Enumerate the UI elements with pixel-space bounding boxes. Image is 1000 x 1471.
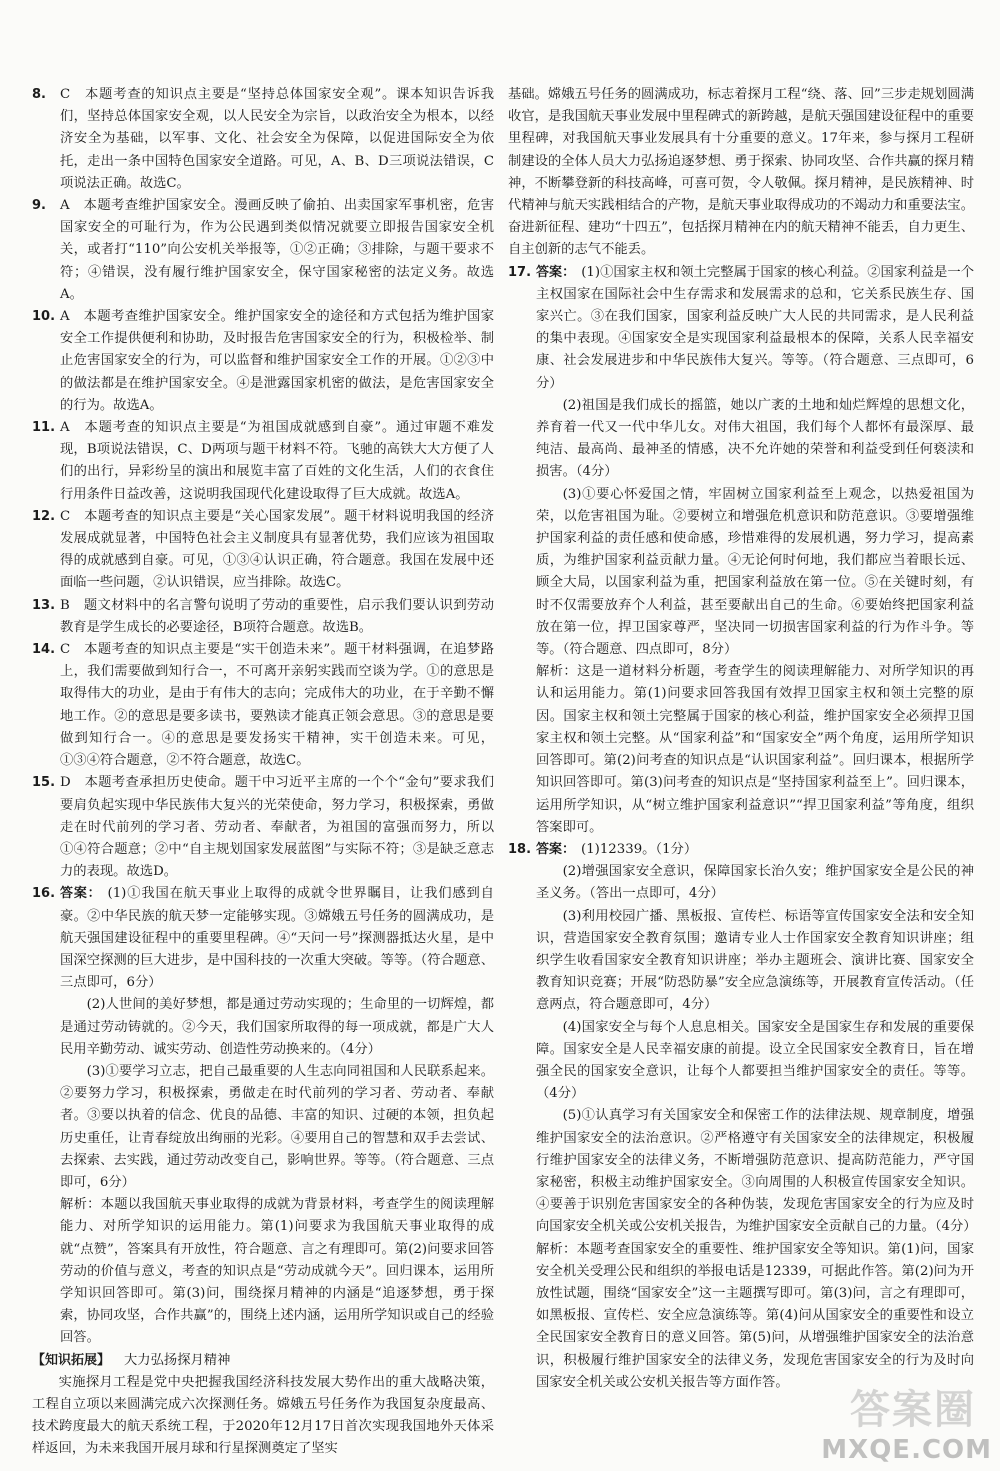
watermark-logo: 答案圈 <box>850 1387 976 1433</box>
analysis-text: 解析：本题考查国家安全的重要性、维护国家安全等知识。第(1)问，国家安全机关受理公民和组织的举报电话是12339，可据此作答。第(2)问为开放性试题，围绕“国家安全”这一主题撰写即可。第(3)问，言之有理即可，如黑板报、宣传栏、安全应急演练等。第(4)问从国家安全的重要性和设立全民国家安全教育日的意义回答。第(5)问，从增强维护国家安全的法治意识，积极履行维护国家安全的法律义务，发现危害国家安全的行为及时向国家安全机关或公安机关报告等方面作答。 <box>536 1241 974 1390</box>
answer-label: 答案： <box>60 886 102 902</box>
item-number: 9. <box>32 198 46 214</box>
answer-label: 答案： <box>536 264 576 280</box>
answer-part-3: (3)利用校园广播、黑板报、宣传栏、标语等宣传国家安全法和安全知识，营造国家安全教育氛围；邀请专业人士作国家安全教育知识讲座；组织学生收看国家安全教育知识讲座；举办主题班会、演讲比赛、国家安全教育知识竞赛；开展“防恐防暴”安全应急演练等，开展教育宣传活动。（任意两点，符合题意即可，4分） <box>536 908 974 1013</box>
watermark-url: MXQE.COM <box>821 1435 992 1465</box>
item-text: C 本题考查的知识点主要是“坚持总体国家安全观”。课本知识告诉我们，坚持总体国家安全观，以人民安全为宗旨，以政治安全为根本，以经济安全为基础，以军事、文化、社会安全为保障，以促进国际安全为依托，走出一条中国特色国家安全道路。可见，A、B、D三项说法错误，C项说法正确。故选C。 <box>60 87 494 191</box>
answer-part-2: (2)人世间的美好梦想，都是通过劳动实现的；生命里的一切辉煌，都是通过劳动铸就的。②今天，我们国家所取得的每一项成就，都是广大人民用辛勤劳动、诚实劳动、创造性劳动换来的。（4分） <box>60 997 494 1057</box>
item-text: C 本题考查的知识点主要是“实干创造未来”。题干材料强调，在追梦路上，我们需要做到知行合一，不可离开亲躬实践而空谈为学。①的意思是取得伟大的功业，是由于有伟大的志向；完成伟大的功业，在于辛勤不懈地工作。②的意思是要多读书，要熟读才能真正领会意思。③的意思是要做到知行合一。④的意思是要发扬实干精神，实干创造未来。可见，①③④符合题意，②不符合题意，故选C。 <box>60 642 494 769</box>
extension-continued: 基础。嫦娥五号任务的圆满成功，标志着探月工程“绕、落、回”三步走规划圆满收官，是我国航天事业发展中里程碑式的新跨越，是航天强国建设征程中的重要里程碑，对我国航天事业发展具有十分重要的意义。17年来，参与探月工程研制建设的全体人员大力弘扬追逐梦想、勇于探索、协同攻坚、合作共赢的探月精神，不断攀登新的科技高峰，可喜可贺，令人敬佩。探月精神，是民族精神、时代精神与航天实践相结合的产物，是航天事业取得成功的不竭动力和重要法宝。奋进新征程、建功“十四五”，包括探月精神在内的航天精神不能丢，自力更生、自主创新的志气不能丢。 <box>508 87 974 258</box>
left-column <box>32 84 494 1461</box>
answer-label: 答案： <box>536 841 576 857</box>
analysis-text: 解析：本题以我国航天事业取得的成就为背景材料，考查学生的阅读理解能力、对所学知识的运用能力。第(1)问要求为我国航天事业取得的成就“点赞”，答案具有开放性，符合题意、言之有理即可。第(2)问要求回答劳动的价值与意义，考查的知识点是“劳动成就今天”。回归课本，运用所学知识回答即可。第(3)问，围绕探月精神的内涵是“追逐梦想，勇于探索，协同攻坚，合作共赢”的，围绕上述内涵，运用所学知识或自己的经验回答。 <box>60 1197 494 1346</box>
item-text: D 本题考查承担历史使命。题干中习近平主席的一个个“金句”要求我们要肩负起实现中华民族伟大复兴的光荣使命，努力学习，积极探索，勇做走在时代前列的学习者、劳动者、奉献者，为祖国的富强而努力，所以①④符合题意；②中“自主规划国家发展蓝图”与实际不符；③是缺乏意志力的表现。故选D。 <box>60 775 494 880</box>
item-text: A 本题考查的知识点主要是“为祖国成就感到自豪”。通过审题不难发现，B项说法错误，C、D两项与题干材料不符。飞驰的高铁大大方便了人们的出行，异彩纷呈的演出和展览丰富了百姓的文化生活，人们的衣食住行用条件日益改善，这说明我国现代化建设取得了巨大成就。故选A。 <box>60 420 494 502</box>
item-text: A 本题考查维护国家安全。漫画反映了偷拍、出卖国家军事机密，危害国家安全的可耻行为，作为公民遇到类似情况就要立即报告国家安全机关，或者打“110”向公安机关举报等，①②正确；③排除，与题干要求不符；④错误，没有履行维护国家安全，保守国家秘密的法定义务。故选A。 <box>60 198 494 302</box>
answer-item-12 <box>32 506 494 595</box>
item-number: 16. <box>32 886 56 902</box>
extension-tag: 【知识拓展】 <box>32 1352 111 1368</box>
answer-part-1: 答案： (1)①国家主权和领土完整属于国家的核心利益。②国家利益是一个主权国家在国际社会中生存需求和发展需求的总和，它关系民族生存、国家兴亡。③在我们国家，国家利益反映广大人民的共同需求，是人民利益的集中表现。④国家安全是实现国家利益最根本的保障，关系人民幸福安康、社会发展进步和中华民族伟大复兴。等等。（符合题意、三点即可，6分） <box>536 264 974 391</box>
answer-part-2: (2)祖国是我们成长的摇篮，她以广袤的土地和灿烂辉煌的思想文化，养育着一代又一代中华儿女。对伟大祖国，我们每个人都怀有最深厚、最纯洁、最高尚、最神圣的情感，决不允许她的荣誉和利益受到任何亵渎和损害。（4分） <box>536 397 974 480</box>
item-number: 14. <box>32 642 56 658</box>
item-number: 8. <box>32 87 46 102</box>
item-text: B 题文材料中的名言警句说明了劳动的重要性，启示我们要认识到劳动教育是学生成长的必要途径，B项符合题意。故选B。 <box>60 597 494 635</box>
extension-text: 实施探月工程是党中央把握我国经济科技发展大势作出的重大战略决策，工程自立项以来圆满完成六次探测任务。嫦娥五号任务作为我国复杂度最高、技术跨度最大的航天系统工程，于2020年12月17日首次实现我国地外天体采样返回，为未来我国开展月球和行星探测奠定了坚实 <box>32 1374 494 1457</box>
answer-item-10 <box>32 306 494 417</box>
item-number: 11. <box>32 420 56 436</box>
answer-part-5: (5)①认真学习有关国家安全和保密工作的法律法规、规章制度，增强维护国家安全的法治意识。②严格遵守有关国家安全的法律规定，积极履行维护国家安全的法律义务，不断增强防范意识、提高防范能力，严守国家秘密，积极主动维护国家安全。③向周围的人积极宣传国家安全知识。④要善于识别危害国家安全的各种伪装，发现危害国家安全的行为应及时向国家安全机关或公安机关报告，为维护国家安全贡献自己的力量。（4分） <box>536 1108 977 1235</box>
answer-part-2: (2)增强国家安全意识，保障国家长治久安；维护国家安全是公民的神圣义务。（答出一点即可，4分） <box>536 864 974 902</box>
answer-part-3: (3)①要心怀爱国之情，牢固树立国家利益至上观念，以热爱祖国为荣，以危害祖国为耻。②要树立和增强危机意识和防范意识。③要增强维护国家利益的责任感和使命感，珍惜难得的发展机遇，努力学习，提高素质，为维护国家利益贡献力量。④无论何时何地，我们都应当着眼长远、顾全大局，以国家利益为重，把国家利益放在第一位。⑤在关键时刻，有时不仅需要放弃个人利益，甚至要献出自己的生命。⑥要始终把国家利益放在第一位，捍卫国家尊严，坚决同一切损害国家利益的行为作斗争。等等。（符合题意、四点即可，8分） <box>536 486 974 658</box>
item-number: 18. <box>508 841 532 857</box>
item-text: C 本题考查的知识点主要是“关心国家发展”。题干材料说明我国的经济发展成就显著，中国特色社会主义制度具有显著优势，我们应该为祖国取得的成就感到自豪。可见，①③④认识正确，符合题意。我国在发展中还面临一些问题，②认识错误，应当排除。故选C。 <box>60 508 494 591</box>
item-number: 17. <box>508 264 532 280</box>
knowledge-extension <box>32 1350 494 1461</box>
item-number: 15. <box>32 775 56 791</box>
analysis-text: 解析：这是一道材料分析题，考查学生的阅读理解能力、对所学知识的再认和运用能力。第(1)问要求回答我国有效捍卫国家主权和领土完整的原因。国家主权和领土完整属于国家的核心利益，维护国家安全必须捍卫国家主权和领土完整。从“国家利益”和“国家安全”两个角度，运用所学知识回答即可。第(2)问考查的知识点是“认识国家利益”。回归课本，根据所学知识回答即可。第(3)问考查的知识点是“坚持国家利益至上”。回归课本，运用所学知识，从“树立维护国家利益意识”“捍卫国家利益”等角度，组织答案即可。 <box>536 664 974 835</box>
extension-title: 大力弘扬探月精神 <box>124 1352 231 1368</box>
answer-item-9 <box>32 195 494 306</box>
answer-part-3: (3)①要学习立志，把自己最重要的人生志向同祖国和人民联系起来。②要努力学习，积极探索，勇做走在时代前列的学习者、劳动者、奉献者。③要以执着的信念、优良的品德、丰富的知识、过硬的本领，担负起历史重任，让青春绽放出绚丽的光彩。④要用自己的智慧和双手去尝试、去探索、去实践，通过劳动改变自己，影响世界。等等。（符合题意、三点即可，6分） <box>60 1063 494 1190</box>
item-number: 13. <box>32 597 56 613</box>
answer-item-8 <box>32 84 494 195</box>
answer-item-13 <box>32 595 494 639</box>
answer-item-15 <box>32 772 494 883</box>
answer-item-18 <box>508 839 977 1394</box>
answer-part-1: 答案： (1)12339。（1分） <box>536 841 698 857</box>
answer-item-17 <box>508 262 974 839</box>
answer-item-14 <box>32 639 494 772</box>
item-text: A 本题考查维护国家安全。维护国家安全的途径和方式包括为维护国家安全工作提供便利和协助，及时报告危害国家安全的行为，积极检举、制止危害国家安全的行为，可以监督和维护国家安全工作的开展。①②③中的做法都是在维护国家安全。④是泄露国家机密的做法，是危害国家安全的行为。故选A。 <box>60 309 494 413</box>
answer-part-4: (4)国家安全与每个人息息相关。国家安全是国家生存和发展的重要保障。国家安全是人民幸福安康的前提。设立全民国家安全教育日，旨在增强全民的国家安全意识，让每个人都要担当维护国家安全的责任。等等。（4分） <box>536 1019 974 1102</box>
answer-part-1: 答案： (1)①我国在航天事业上取得的成就令世界瞩目，让我们感到自豪。②中华民族的航天梦一定能够实现。③嫦娥五号任务的圆满成功，是航天强国建设征程中的重要里程碑。④“天问一号”探测器抵达火星，是中国深空探测的巨大进步，是中国科技的一次重大突破。等等。（符合题意、三点即可，6分） <box>60 886 494 991</box>
answer-item-11 <box>32 417 494 506</box>
answer-item-16 <box>32 883 494 1349</box>
item-number: 12. <box>32 508 56 524</box>
item-number: 10. <box>32 309 56 325</box>
right-column <box>508 84 977 1394</box>
